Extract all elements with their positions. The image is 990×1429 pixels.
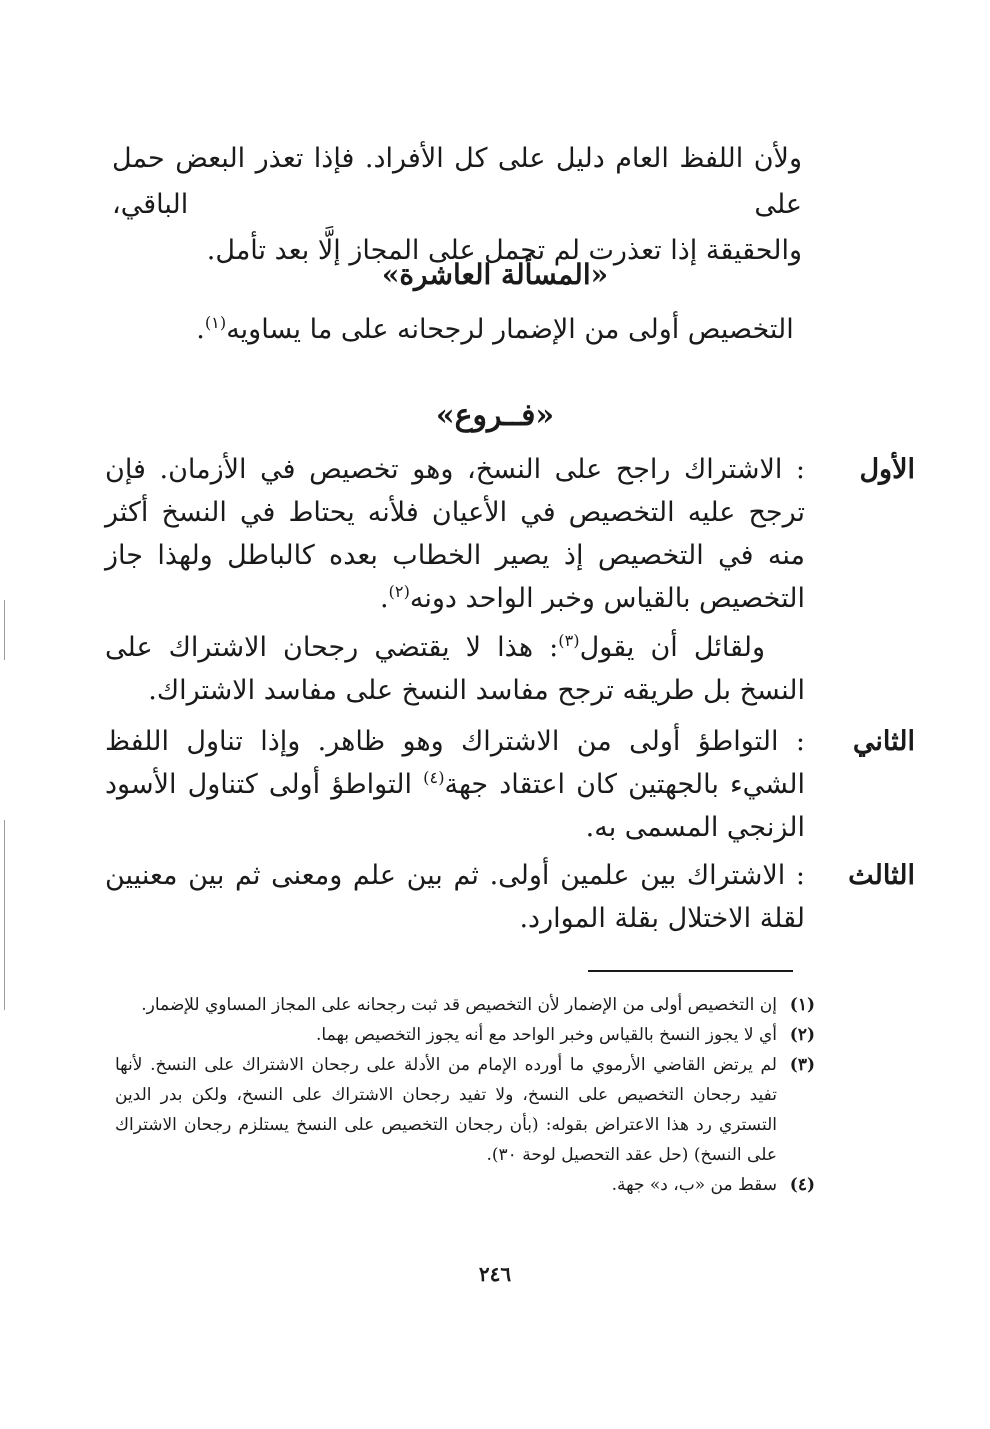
page-number: ٢٤٦ (478, 1262, 512, 1286)
footnote-separator (588, 970, 793, 972)
footnote-ref-4[interactable]: (٤) (423, 768, 445, 787)
footnote-1 (115, 990, 815, 1020)
footnote-ref-2[interactable]: (٢) (388, 582, 410, 601)
opening-paragraph (112, 136, 802, 274)
footnote-ref-3[interactable]: (٣) (558, 631, 580, 650)
footnote-3 (115, 1050, 815, 1170)
footnote-3-number: (٣) (789, 1055, 815, 1075)
branch-third (105, 854, 915, 940)
footnote-2-number: (٢) (789, 1025, 815, 1045)
branch-first-text (105, 448, 805, 620)
footnotes (115, 990, 815, 1200)
objection-text-a: ولقائل أن يقول (579, 632, 765, 663)
opening-line-1: ولأن اللفظ العام دليل على كل الأفراد. فإذا تعذر البعض حمل على الباقي، (112, 143, 802, 220)
footnote-2-text: أي لا يجوز النسخ بالقياس وخبر الواحد مع أنه يجوز التخصيص بهما. (316, 1025, 777, 1045)
footnote-3-text: لم يرتض القاضي الأرموي ما أورده الإمام من الأدلة على رجحان الاشتراك على النسخ. لأنها تفيد رجحان التخصيص على النسخ، ولا تفيد رجحان الاشتراك على النسخ، ولكن بدر الدين التستري رد هذا الاعتراض بقوله: (بأن رجحان التخصيص على النسخ يستلزم رجحان الاشتراك على النسخ) (حل عقد التحصيل لوحة ٣٠). (115, 1055, 777, 1165)
branches-title: «فــروع» (435, 398, 555, 433)
footnote-1-number: (١) (789, 995, 815, 1015)
branch-third-label: الثالث (848, 860, 915, 891)
footnote-4 (115, 1170, 815, 1200)
opening-line-2: والحقيقة إذا تعذرت لم تحمل على المجاز إلَّا بعد تأمل. (206, 235, 802, 266)
objection-text-b: : هذا لا يقتضي رجحان الاشتراك على النسخ بل طريقه ترجح مفاسد النسخ على مفاسد الاشتراك. (105, 632, 805, 706)
branch-second-text (105, 720, 805, 849)
branch-second-text-a: : التواطؤ أولى من الاشتراك وهو ظاهر. وإذا تناول اللفظ الشيء بالجهتين كان اعتقاد جهة (105, 726, 805, 800)
section-statement (0, 314, 990, 345)
branch-third-text: : الاشتراك بين علمين أولى. ثم بين علم ومعنى ثم بين معنيين لقلة الاختلال بقلة الموارد. (105, 860, 805, 934)
scan-margin-mark (4, 600, 5, 660)
footnote-4-number: (٤) (789, 1175, 815, 1195)
footnote-ref-1[interactable]: (١) (204, 313, 227, 332)
branch-first (105, 448, 915, 620)
branch-first-label: الأول (859, 454, 915, 485)
branch-second-label: الثاني (852, 726, 915, 757)
scan-margin-mark (4, 820, 5, 1010)
branch-second-text-b: التواطؤ أولى كتناول الأسود الزنجي المسمى به. (105, 769, 805, 843)
section-title: «المسألة العاشرة» (381, 258, 609, 291)
branch-first-text-a: : الاشتراك راجح على النسخ، وهو تخصيص في الأزمان. فإن ترجح عليه التخصيص في الأعيان فلأنه يحتاط في النسخ أكثر منه في التخصيص إذ يصير الخطاب بعده كالباطل ولهذا جاز التخصيص بالقياس وخبر الواحد دونه (105, 454, 805, 614)
objection-paragraph (105, 626, 805, 712)
footnote-4-text: سقط من «ب، د» جهة. (611, 1175, 777, 1195)
branch-first-end-a: . (379, 583, 389, 614)
statement-end: . (196, 314, 205, 345)
branch-second (105, 720, 915, 849)
statement-text: التخصيص أولى من الإضمار لرجحانه على ما يساويه (226, 314, 794, 345)
footnote-2 (115, 1020, 815, 1050)
footnote-1-text: إن التخصيص أولى من الإضمار لأن التخصيص قد ثبت رجحانه على المجاز المساوي للإضمار. (141, 995, 777, 1015)
